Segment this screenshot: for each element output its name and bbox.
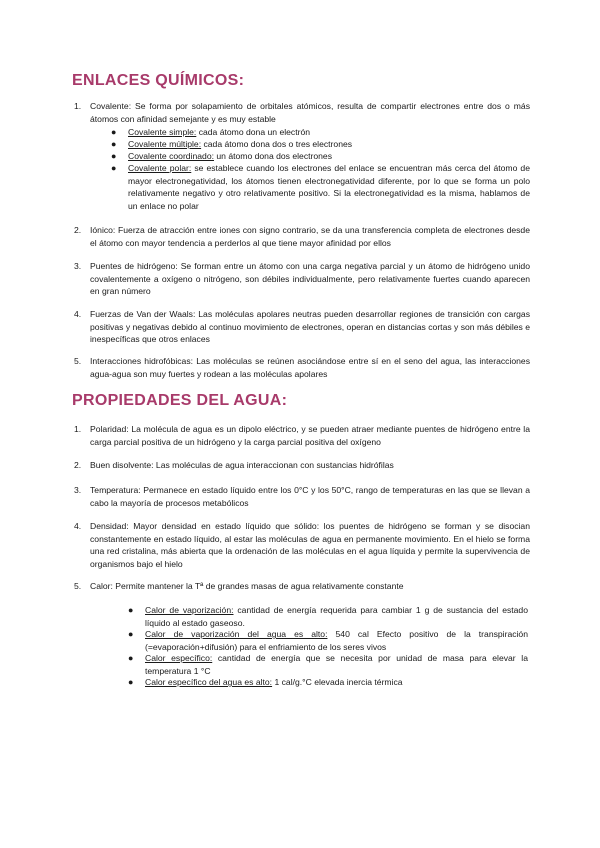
bullet-item: ● Covalente coordinado: un átomo dona dos electrones — [111, 151, 333, 161]
bullet-icon: ● — [111, 163, 117, 173]
bullet-item: ● Calor de vaporización: cantidad de energía requerida para cambiar 1 g de sustancia del estado líquido al estado gaseoso. — [128, 605, 528, 628]
bullet-icon: ● — [111, 127, 117, 137]
list-item: 2. Iónico: Fuerza de atracción entre iones con signo contrario, se da una transferencia completa de electrones desde el átomo con mayor tendencia a perderlos al que tiene mayor afinidad por ellos — [74, 225, 530, 248]
bullet-icon: ● — [111, 139, 117, 149]
list-item: 1. Polaridad: La molécula de agua es un dipolo eléctrico, y se pueden atraer mediante puentes de hidrógeno entre la carga parcial positiva de un hidrógeno y la carga parcial positiva del oxígeno — [74, 424, 530, 447]
list-item: 1. Covalente: Se forma por solapamiento de orbitales atómicos, resulta de compartir electrones entre dos o más átomos con afinidad semejante y es muy estable — [74, 101, 530, 124]
bullet-icon: ● — [128, 653, 134, 663]
bullet-icon: ● — [111, 151, 117, 161]
heading-propiedades-del-agua: PROPIEDADES DEL AGUA: — [72, 392, 288, 409]
list-item: 5. Interacciones hidrofóbicas: Las moléculas se reúnen asociándose entre sí en el seno del agua, las interacciones agua-agua son muy fuertes y rodean a las moléculas apolares — [74, 356, 530, 379]
list-item: 3. Temperatura: Permanece en estado líquido entre los 0°C y los 50°C, rango de temperaturas en las que se llevan a cabo la mayoría de procesos metabólicos — [74, 485, 530, 508]
bullet-item: ● Calor específico: cantidad de energía que se necesita por unidad de masa para elevar la temperatura 1 °C — [128, 653, 528, 676]
bullet-icon: ● — [128, 677, 134, 687]
bullet-item: ● Covalente múltiple: cada átomo dona dos o tres electrones — [111, 139, 353, 149]
list-item: 4. Densidad: Mayor densidad en estado líquido que sólido: los puentes de hidrógeno se forman y se disocian constantemente en estado líquido, al estar las moléculas de agua en permanente movimiento. En el hielo se forma una red cristalina, más abierta que la ordenación de las moléculas en el agua líquida y permite la supervivencia de organismos bajo el hielo — [74, 521, 530, 569]
list-item: 3. Puentes de hidrógeno: Se forman entre un átomo con una carga negativa parcial y un átomo de hidrógeno unido covalentemente a oxígeno o nitrógeno, son débiles individualmente, pero relativamente fuertes cuando aparecen en gran número — [74, 261, 530, 296]
bullet-item: ● Calor específico del agua es alto: 1 cal/g.°C elevada inercia térmica — [128, 677, 403, 687]
bullet-item: ● Covalente simple: cada átomo dona un electrón — [111, 127, 311, 137]
bullet-icon: ● — [128, 629, 134, 639]
bullet-item: ● Calor de vaporización del agua es alto: 540 cal Efecto positivo de la transpiración (=evaporación+difusión) para el enfriamiento de los seres vivos — [128, 629, 528, 652]
list-item: 5. Calor: Permite mantener la Tª de grandes masas de agua relativamente constante — [74, 581, 404, 591]
bullet-item: ● Covalente polar: se establece cuando los electrones del enlace se encuentran más cerca del átomo de mayor electronegatividad, los átomos tienen electronegatividad diferente, por lo que se forma un polo relativamente negativo y otro relativamente positivo. Si la electronegatividad es la misma, hablamos de un enlace no polar — [111, 163, 530, 211]
bullet-icon: ● — [128, 605, 134, 615]
list-item: 2. Buen disolvente: Las moléculas de agua interaccionan con sustancias hidrófilas — [74, 460, 394, 470]
list-item: 4. Fuerzas de Van der Waals: Las moléculas apolares neutras pueden desarrollar regiones de transición con cargas positivas y negativas debido al continuo movimiento de electrones, operan en distancias cortas y son más débiles e inespecíficas que otros enlaces — [74, 309, 530, 344]
heading-enlaces-quimicos: ENLACES QUÍMICOS: — [72, 72, 245, 89]
